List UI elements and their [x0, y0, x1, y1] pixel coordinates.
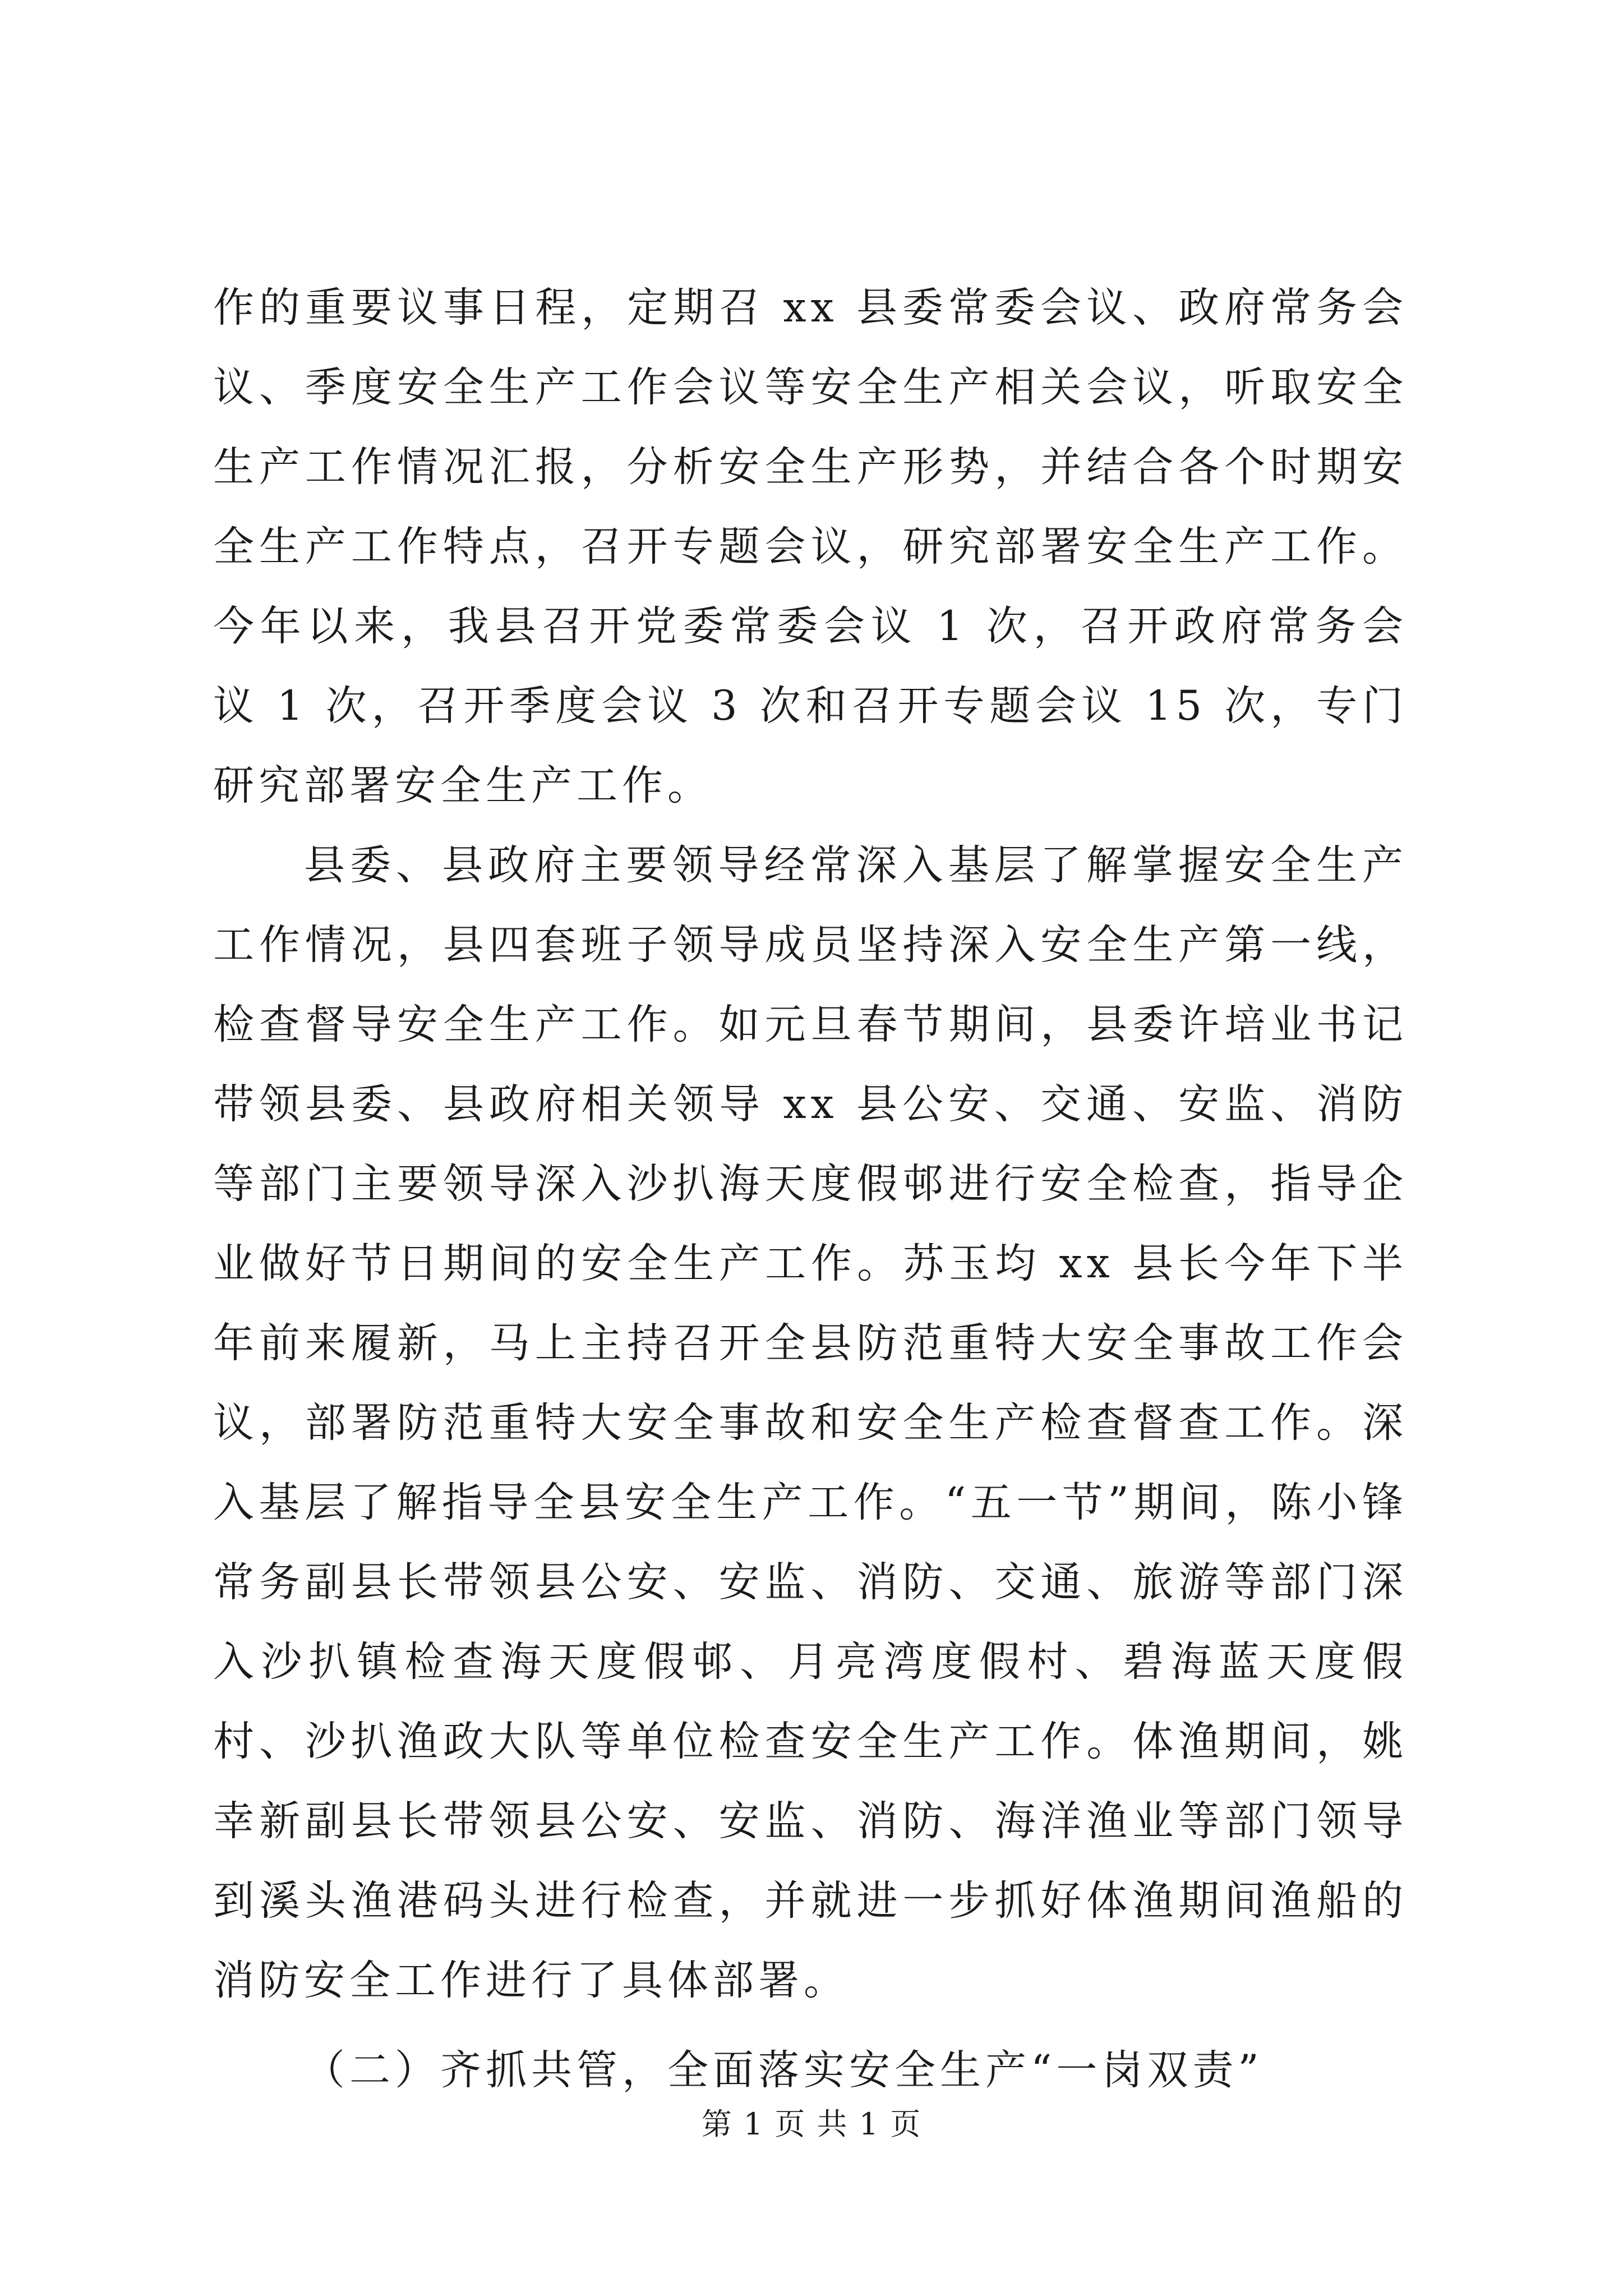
section-heading: （二）齐抓共管，全面落实安全生产“一岗双责”	[304, 2046, 1264, 2094]
document-body	[213, 268, 1408, 2110]
paragraph-continuation: 作的重要议事日程，定期召 xx 县委常委会议、政府常务会议、季度安全生产工作会议等安全生产相关会议，听取安全生产工作情况汇报，分析安全生产形势，并结合各个时期安全生产工作特点，召开专题会议，研究部署安全生产工作。今年以来，我县召开党委常委会议 1 次，召开政府常务会议 1 次，召开季度会议 3 次和召开专题会议 15 次，专门研究部署安全生产工作。	[213, 284, 1408, 809]
page-footer: 第 1 页 共 1 页	[701, 2106, 922, 2142]
paragraph-leadership-inspections: 县委、县政府主要领导经常深入基层了解掌握安全生产工作情况，县四套班子领导成员坚持深入安全生产第一线，检查督导安全生产工作。如元旦春节期间，县委许培业书记带领县委、县政府相关领导 xx 县公安、交通、安监、消防等部门主要领导深入沙扒海天度假邨进行安全检查，指导企业做好节日期间的安全生产工作。苏玉均 xx 县长今年下半年前来履新，马上主持召开全县防范重特大安全事故工作会议，部署防范重特大安全事故和安全生产检查督查工作。深入基层了解指导全县安全生产工作。“五一节”期间，陈小锋常务副县长带领县公安、安监、消防、交通、旅游等部门深入沙扒镇检查海天度假邨、月亮湾度假村、碧海蓝天度假村、沙扒渔政大队等单位检查安全生产工作。体渔期间，姚幸新副县长带领县公安、安监、消防、海洋渔业等部门领导到溪头渔港码头进行检查，并就进一步抓好体渔期间渔船的消防安全工作进行了具体部署。	[213, 841, 1408, 2004]
